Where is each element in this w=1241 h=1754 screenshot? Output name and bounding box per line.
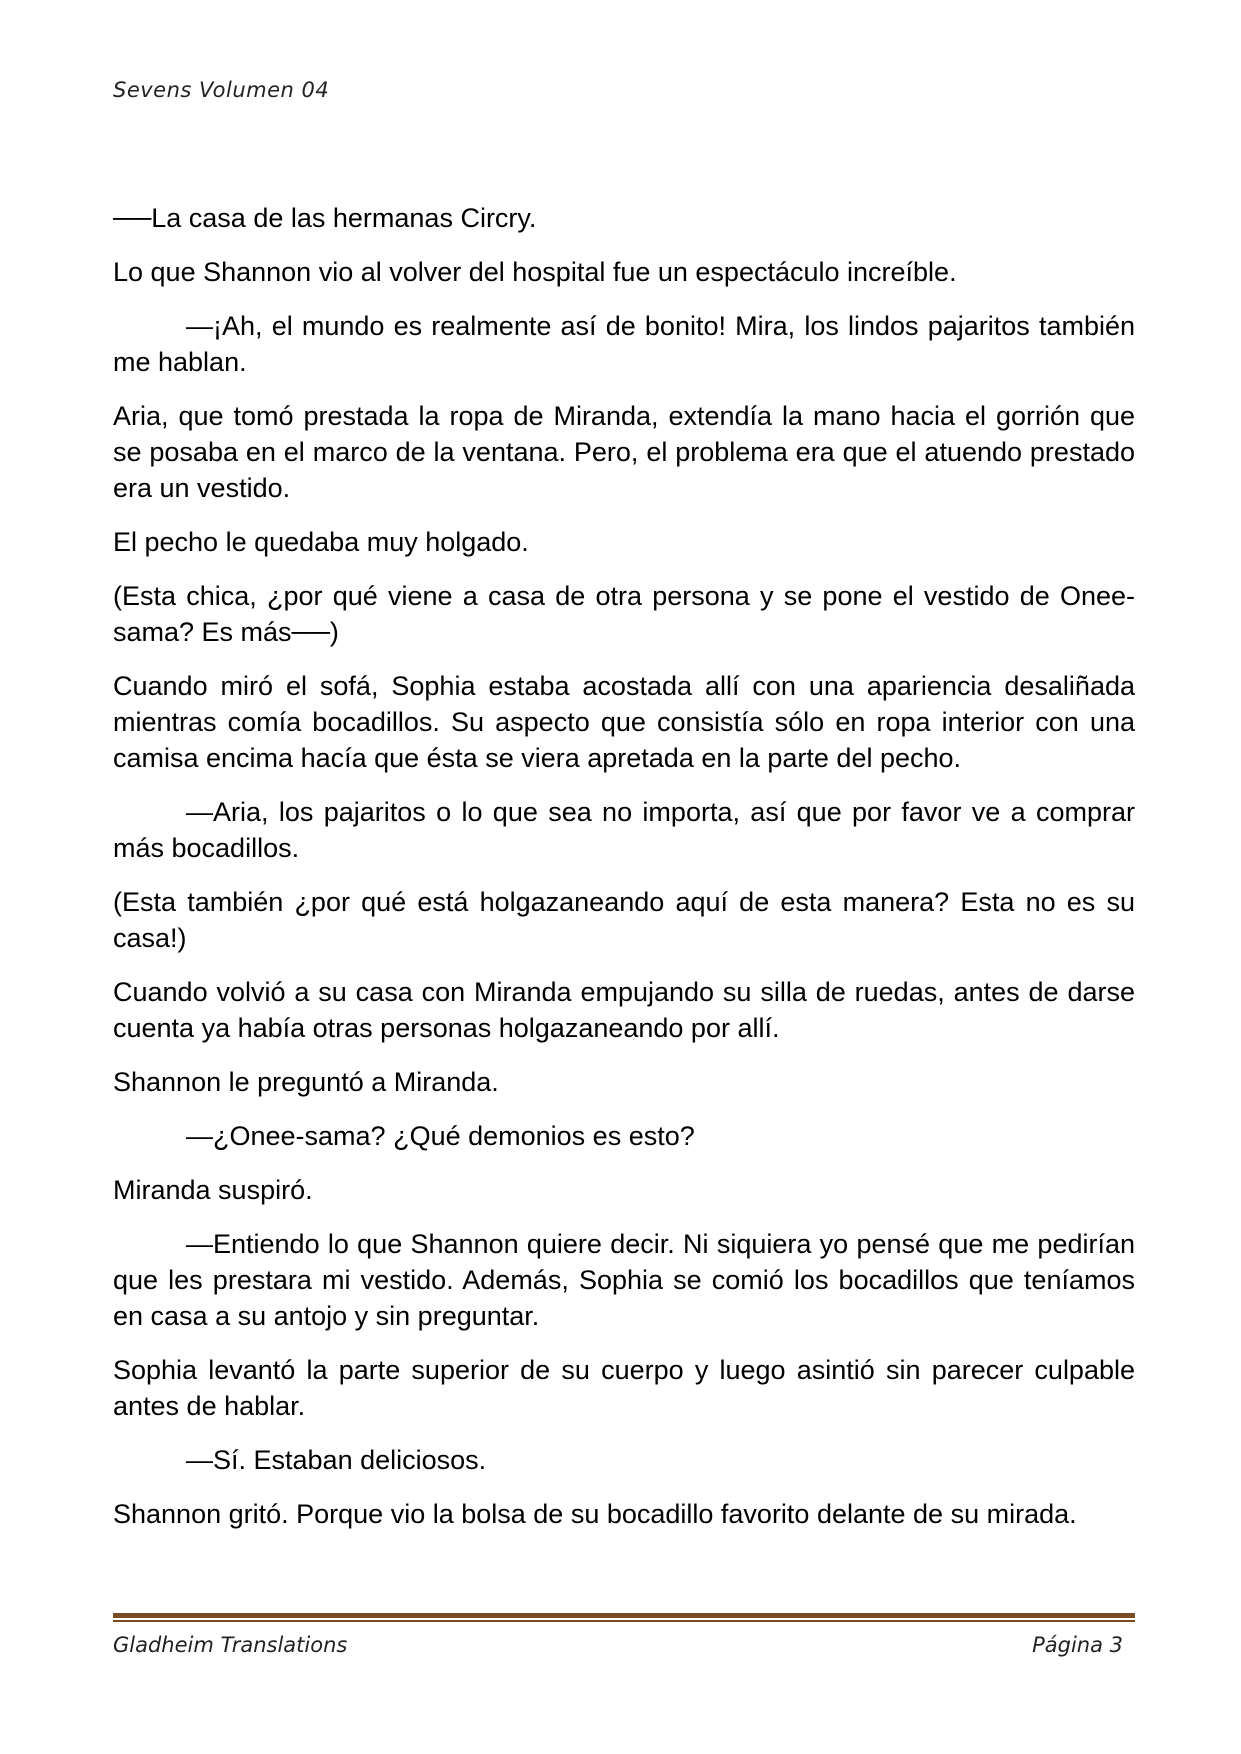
dialogue-paragraph: —¿Onee-sama? ¿Qué demonios es esto? bbox=[186, 1121, 695, 1151]
paragraph: Sophia levantó la parte superior de su cuerpo y luego asintió sin parecer culpable antes de hablar. bbox=[113, 1355, 1135, 1421]
dialogue-paragraph: —Aria, los pajaritos o lo que sea no importa, así que por favor ve a comprar más bocadillos. bbox=[113, 797, 1135, 863]
paragraph: (Esta chica, ¿por qué viene a casa de otra persona y se pone el vestido de Onee-sama? Es más──) bbox=[113, 581, 1135, 647]
paragraph: Cuando miró el sofá, Sophia estaba acostada allí con una apariencia desaliñada mientras comía bocadillos. Su aspecto que consistía sólo en ropa interior con una camisa encima hacía que ésta se viera apretada en la parte del pecho. bbox=[113, 671, 1135, 773]
footer-divider bbox=[113, 1613, 1135, 1622]
paragraph: ──La casa de las hermanas Circry. bbox=[113, 203, 537, 233]
footer-publisher: Gladheim Translations bbox=[113, 1633, 348, 1657]
dialogue-paragraph: —Entiendo lo que Shannon quiere decir. Ni siquiera yo pensé que me pedirían que les prestara mi vestido. Además, Sophia se comió los bocadillos que teníamos en casa a su antojo y sin preguntar. bbox=[113, 1229, 1135, 1331]
paragraph: Shannon gritó. Porque vio la bolsa de su bocadillo favorito delante de su mirada. bbox=[113, 1499, 1077, 1529]
paragraph: Miranda suspiró. bbox=[113, 1175, 313, 1205]
dialogue-paragraph: —¡Ah, el mundo es realmente así de bonito! Mira, los lindos pajaritos también me hablan. bbox=[113, 311, 1135, 377]
page-header-title: Sevens Volumen 04 bbox=[113, 78, 330, 102]
dialogue-paragraph: —Sí. Estaban deliciosos. bbox=[186, 1445, 487, 1475]
page-number: Página 3 bbox=[1032, 1633, 1123, 1657]
paragraph: El pecho le quedaba muy holgado. bbox=[113, 527, 529, 557]
paragraph: (Esta también ¿por qué está holgazaneando aquí de esta manera? Esta no es su casa!) bbox=[113, 887, 1135, 953]
footer-divider-thick bbox=[113, 1613, 1135, 1618]
paragraph: Shannon le preguntó a Miranda. bbox=[113, 1067, 499, 1097]
paragraph: Cuando volvió a su casa con Miranda empujando su silla de ruedas, antes de darse cuenta ya había otras personas holgazaneando por allí. bbox=[113, 977, 1135, 1043]
paragraph: Aria, que tomó prestada la ropa de Miranda, extendía la mano hacia el gorrión que se posaba en el marco de la ventana. Pero, el problema era que el atuendo prestado era un vestido. bbox=[113, 401, 1135, 503]
document-body bbox=[113, 200, 1135, 1550]
paragraph: Lo que Shannon vio al volver del hospital fue un espectáculo increíble. bbox=[113, 257, 957, 287]
footer-divider-thin bbox=[113, 1620, 1135, 1622]
